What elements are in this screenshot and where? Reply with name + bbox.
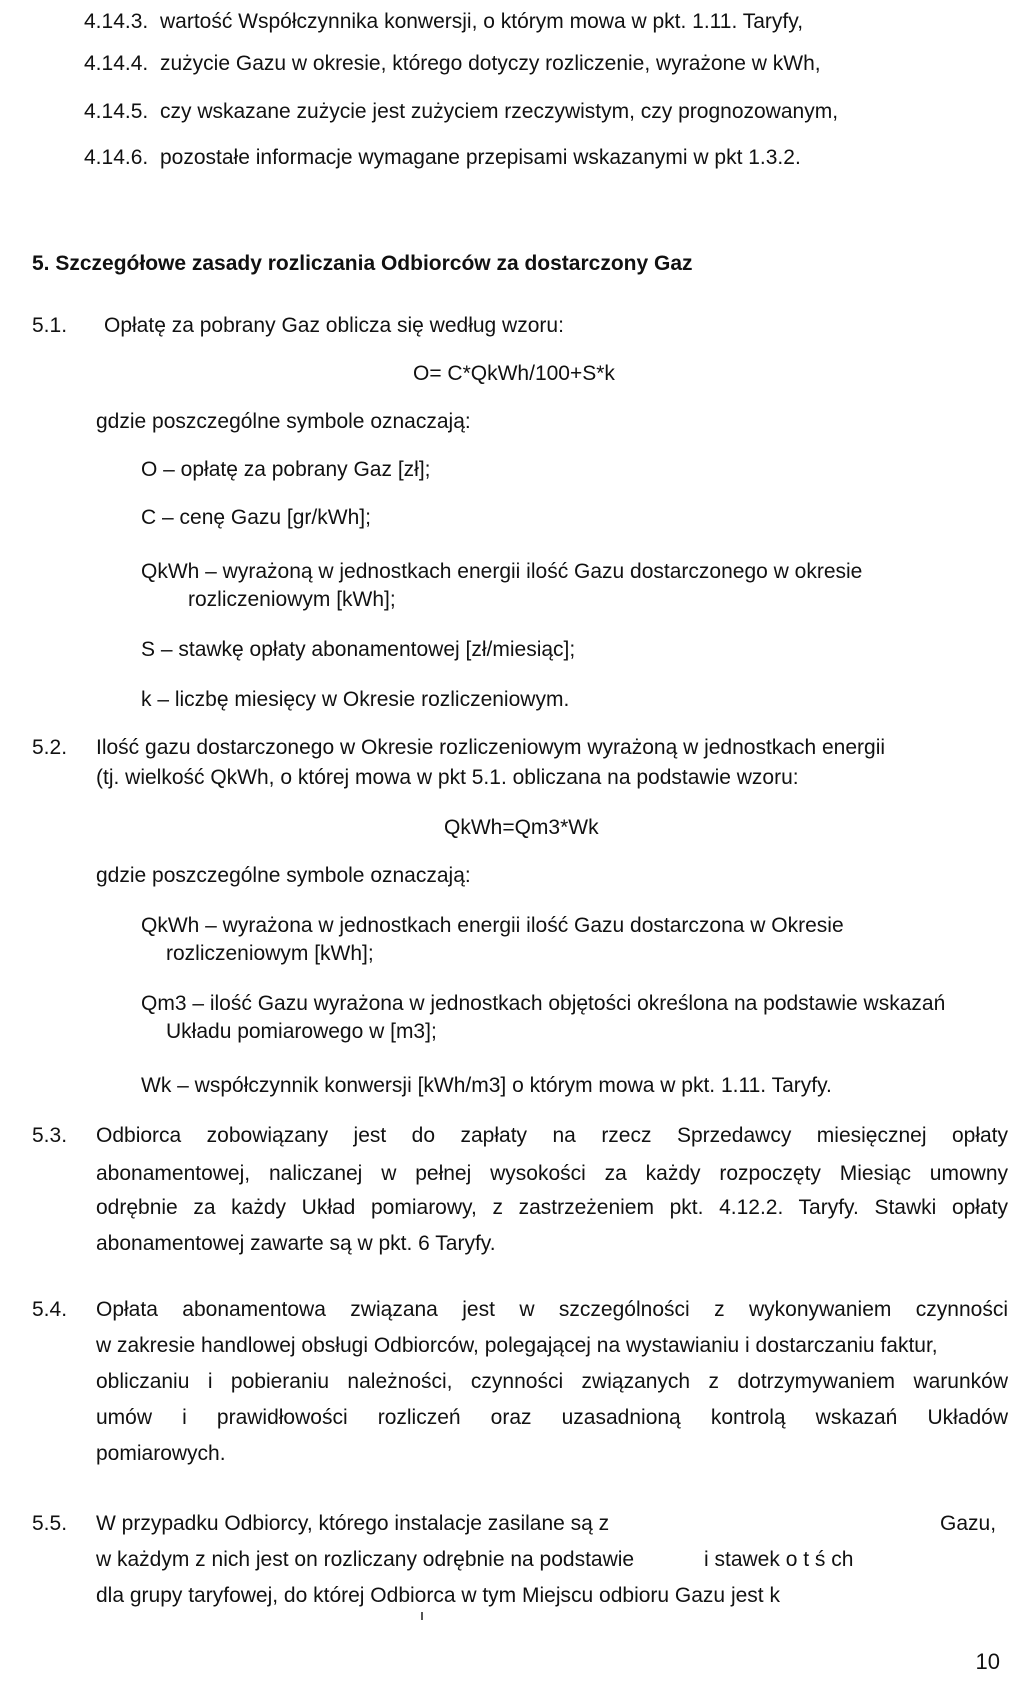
paragraph-number: 5.4. [32, 1298, 68, 1321]
formula: O= C*QkWh/100+S*k [413, 362, 615, 385]
definition-wk: Wk – współczynnik konwersji [kWh/m3] o którym mowa w pkt. 1.11. Taryfy. [141, 1074, 832, 1097]
paragraph-number: 5.1. [32, 314, 68, 337]
paragraph-line: w każdym z nich jest on rozliczany odrębnie na podstawie [96, 1548, 635, 1571]
paragraph-line: dla grupy taryfowej, do której Odbiorca w tym Miejscu odbioru Gazu jest k [96, 1584, 780, 1607]
paragraph-line: odrębnie za każdy Układ pomiarowy, z zastrzeżeniem pkt. 4.12.2. Taryfy. Stawki opłaty [96, 1196, 1008, 1219]
definition-qkwh: QkWh – wyrażona w jednostkach energii ilość Gazu dostarczona w Okresie [141, 914, 844, 937]
definitions-intro: gdzie poszczególne symbole oznaczają: [96, 410, 471, 433]
paragraph-line-end: i stawek o t ś ch [704, 1548, 854, 1571]
formula: QkWh=Qm3*Wk [444, 816, 599, 839]
scan-speck [421, 1612, 423, 1620]
paragraph-number: 5.3. [32, 1124, 68, 1147]
paragraph-text: Opłatę za pobrany Gaz oblicza się według wzoru: [104, 314, 564, 337]
section-heading: 5. Szczegółowe zasady rozliczania Odbiorców za dostarczony Gaz [32, 252, 693, 275]
paragraph-line: Ilość gazu dostarczonego w Okresie rozliczeniowym wyrażoną w jednostkach energii [96, 736, 886, 759]
definition-qm3-cont: Układu pomiarowego w [m3]; [166, 1020, 437, 1043]
definitions-intro: gdzie poszczególne symbole oznaczają: [96, 864, 471, 887]
item-number: 4.14.6. [84, 146, 149, 169]
paragraph-line-end: Gazu, [940, 1512, 997, 1535]
paragraph-line: (tj. wielkość QkWh, o której mowa w pkt 5.1. obliczana na podstawie wzoru: [96, 766, 799, 789]
paragraph-line: umów i prawidłowości rozliczeń oraz uzasadnioną kontrolą wskazań Układów [96, 1406, 1008, 1429]
item-number: 4.14.5. [84, 100, 149, 123]
paragraph-number: 5.5. [32, 1512, 68, 1535]
item-number: 4.14.3. [84, 10, 149, 33]
item-text: zużycie Gazu w okresie, którego dotyczy rozliczenie, wyrażone w kWh, [160, 52, 821, 75]
paragraph-line: abonamentowej zawarte są w pkt. 6 Taryfy. [96, 1232, 496, 1255]
paragraph-line: abonamentowej, naliczanej w pełnej wysokości za każdy rozpoczęty Miesiąc umowny [96, 1162, 1008, 1185]
item-text: czy wskazane zużycie jest zużyciem rzeczywistym, czy prognozowanym, [160, 100, 839, 123]
definition-s: S – stawkę opłaty abonamentowej [zł/miesiąc]; [141, 638, 576, 661]
definition-qkwh-cont: rozliczeniowym [kWh]; [188, 588, 396, 611]
paragraph-line: Odbiorca zobowiązany jest do zapłaty na rzecz Sprzedawcy miesięcznej opłaty [96, 1124, 1008, 1147]
paragraph-line: obliczaniu i pobieraniu należności, czynności związanych z dotrzymywaniem warunków [96, 1370, 1008, 1393]
paragraph-line: pomiarowych. [96, 1442, 226, 1465]
paragraph-line: Opłata abonamentowa związana jest w szczególności z wykonywaniem czynności [96, 1298, 1008, 1321]
item-number: 4.14.4. [84, 52, 149, 75]
definition-qkwh-cont: rozliczeniowym [kWh]; [166, 942, 374, 965]
item-text: wartość Współczynnika konwersji, o którym mowa w pkt. 1.11. Taryfy, [160, 10, 804, 33]
definition-o: O – opłatę za pobrany Gaz [zł]; [141, 458, 431, 481]
item-text: pozostałe informacje wymagane przepisami wskazanymi w pkt 1.3.2. [160, 146, 801, 169]
page-number: 10 [975, 1649, 1000, 1674]
definition-qkwh: QkWh – wyrażoną w jednostkach energii ilość Gazu dostarczonego w okresie [141, 560, 863, 583]
paragraph-line: W przypadku Odbiorcy, którego instalacje zasilane są z [96, 1512, 610, 1535]
definition-k: k – liczbę miesięcy w Okresie rozliczeniowym. [141, 688, 570, 711]
paragraph-line: w zakresie handlowej obsługi Odbiorców, polegającej na wystawianiu i dostarczaniu faktur, [96, 1334, 938, 1357]
definition-qm3: Qm3 – ilość Gazu wyrażona w jednostkach objętości określona na podstawie wskazań [141, 992, 946, 1015]
definition-c: C – cenę Gazu [gr/kWh]; [141, 506, 371, 529]
paragraph-number: 5.2. [32, 736, 68, 759]
